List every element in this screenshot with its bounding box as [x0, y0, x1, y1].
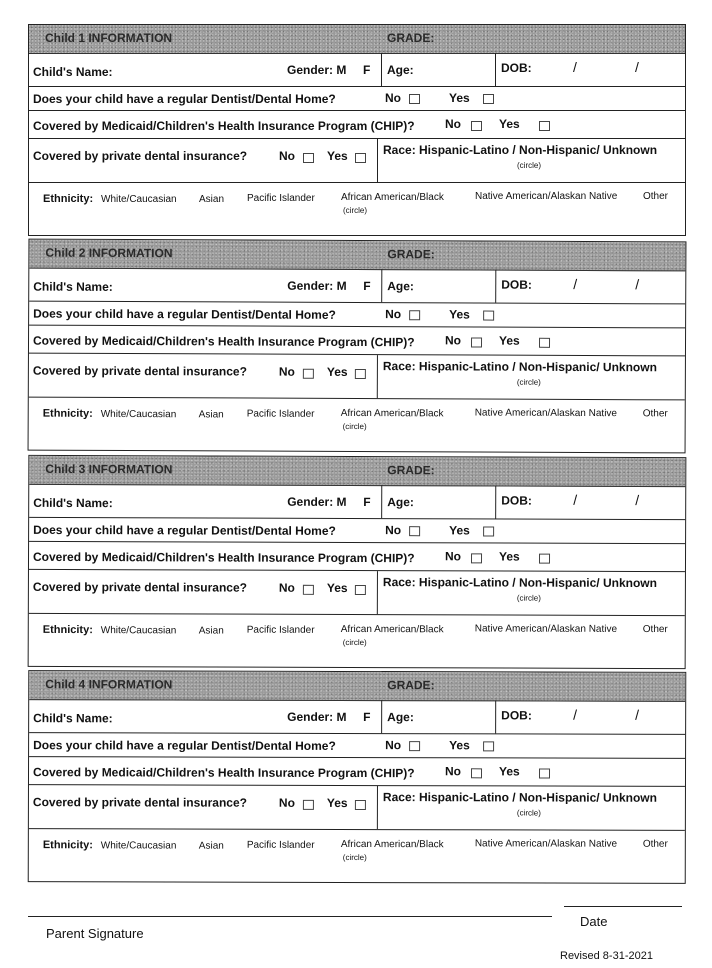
child-2-grade-label: GRADE:: [387, 247, 435, 262]
dentist-no-checkbox[interactable]: [409, 741, 420, 751]
private-no-checkbox[interactable]: [303, 800, 314, 810]
child-3-ethnicity-row: [29, 614, 685, 670]
ethnicity-circle-note: (circle): [342, 421, 367, 432]
divider: [381, 53, 382, 86]
no-label: No: [278, 580, 295, 595]
dentist-no-checkbox[interactable]: [409, 94, 420, 104]
private-yes-checkbox[interactable]: [355, 369, 366, 379]
child-2-private-row: [29, 354, 685, 401]
ethnicity-white: White/Caucasian: [101, 194, 177, 205]
ethnicity-asian: Asian: [198, 409, 224, 421]
age-label: Age:: [387, 63, 414, 77]
race-label: Race: Hispanic-Latino / Non-Hispanic/ Unknown: [382, 359, 657, 375]
no-label: No: [385, 738, 402, 753]
child-3-private-row: [29, 570, 685, 616]
medicaid-no-checkbox[interactable]: [471, 337, 482, 347]
ethnicity-white: White/Caucasian: [100, 408, 177, 421]
child-1-ethnicity-row: [29, 183, 685, 237]
child-4-dentist-row: [29, 733, 685, 759]
private-no-checkbox[interactable]: [303, 585, 314, 595]
divider: [495, 53, 496, 86]
no-label: No: [385, 523, 402, 538]
yes-label: Yes: [327, 149, 348, 163]
ethnicity-pacific: Pacific Islander: [246, 624, 315, 636]
age-label: Age:: [387, 495, 414, 510]
child-1-grade-label: GRADE:: [387, 31, 435, 45]
ethnicity-pacific: Pacific Islander: [246, 408, 315, 420]
no-label: No: [444, 764, 462, 779]
child-4-name-row: [29, 699, 685, 735]
medicaid-question: Covered by Medicaid/Children's Health Insurance Program (CHIP)?: [32, 549, 415, 566]
child-4-ethnicity-row: [29, 829, 685, 885]
child-2-title: Child 2 INFORMATION: [45, 245, 173, 261]
dob-label: DOB:: [501, 493, 532, 508]
race-circle-note: (circle): [517, 161, 541, 170]
ethnicity-native: Native American/Alaskan Native: [474, 407, 618, 420]
dentist-question: Does your child have a regular Dentist/Dental Home?: [33, 92, 336, 106]
medicaid-no-checkbox[interactable]: [471, 768, 482, 778]
dentist-yes-checkbox[interactable]: [483, 94, 494, 104]
ethnicity-native: Native American/Alaskan Native: [475, 191, 618, 202]
private-question: Covered by private dental insurance?: [32, 579, 248, 595]
child-3-name-row: [29, 484, 685, 520]
private-no-checkbox[interactable]: [303, 369, 314, 379]
child-4-medicaid-row: [29, 757, 685, 787]
ethnicity-other: Other: [643, 191, 669, 202]
ethnicity-native: Native American/Alaskan Native: [474, 623, 618, 635]
yes-label: Yes: [449, 738, 470, 753]
dob-slash: /: [635, 706, 640, 723]
dob-slash: /: [573, 706, 578, 723]
child-2-header: [29, 240, 685, 272]
dob-slash: /: [573, 275, 578, 292]
child-3-header: [29, 456, 685, 487]
dentist-no-checkbox[interactable]: [409, 526, 420, 536]
dob-slash: /: [635, 491, 640, 508]
divider: [381, 485, 382, 518]
divider: [381, 700, 382, 733]
ethnicity-circle-note: (circle): [342, 852, 367, 863]
ethnicity-african: African American/Black: [340, 623, 444, 636]
child-4-header: [29, 671, 685, 702]
no-label: No: [444, 333, 462, 348]
child-1-section: [28, 24, 686, 236]
gender-f-option[interactable]: F: [363, 279, 371, 294]
divider: [495, 700, 496, 733]
medicaid-no-checkbox[interactable]: [471, 121, 482, 131]
gender-f-option[interactable]: F: [363, 63, 371, 77]
dentist-question: Does your child have a regular Dentist/Dental Home?: [33, 522, 336, 538]
ethnicity-pacific: Pacific Islander: [246, 839, 315, 851]
child-1-name-row: [29, 53, 685, 87]
gender-f-option[interactable]: F: [363, 710, 371, 725]
child-name-label: Child's Name:: [33, 711, 113, 726]
gender-label: Gender: M: [287, 63, 347, 77]
no-label: No: [444, 549, 462, 564]
ethnicity-white: White/Caucasian: [100, 625, 177, 637]
yes-label: Yes: [498, 333, 520, 348]
race-circle-note: (circle): [516, 377, 541, 387]
parent-signature-label: Parent Signature: [46, 926, 144, 941]
divider: [495, 270, 496, 303]
divider: [377, 786, 378, 829]
medicaid-yes-checkbox[interactable]: [539, 121, 550, 131]
dob-slash: /: [573, 59, 577, 75]
private-yes-checkbox[interactable]: [355, 153, 366, 163]
revised-note: Revised 8-31-2021: [560, 950, 653, 962]
medicaid-yes-checkbox[interactable]: [539, 338, 550, 348]
medicaid-no-checkbox[interactable]: [471, 553, 482, 563]
ethnicity-african: African American/Black: [340, 407, 444, 420]
gender-label: Gender: M: [287, 278, 347, 293]
medicaid-yes-checkbox[interactable]: [539, 554, 550, 564]
divider: [381, 269, 382, 302]
private-question: Covered by private dental insurance?: [33, 149, 248, 163]
child-name-label: Child's Name:: [33, 495, 113, 511]
dob-label: DOB:: [501, 708, 532, 723]
child-3-grade-label: GRADE:: [387, 463, 435, 478]
dentist-yes-checkbox[interactable]: [483, 741, 494, 751]
ethnicity-white: White/Caucasian: [100, 840, 177, 852]
dentist-question: Does your child have a regular Dentist/Dental Home?: [33, 306, 336, 322]
child-1-header: [29, 25, 685, 54]
private-question: Covered by private dental insurance?: [32, 795, 248, 810]
yes-label: Yes: [449, 91, 470, 105]
no-label: No: [279, 149, 295, 163]
dentist-yes-checkbox[interactable]: [483, 526, 494, 536]
yes-label: Yes: [498, 549, 520, 564]
dentist-question: Does your child have a regular Dentist/Dental Home?: [33, 738, 336, 753]
yes-label: Yes: [326, 795, 348, 810]
yes-label: Yes: [449, 523, 470, 538]
private-yes-checkbox[interactable]: [355, 585, 366, 595]
no-label: No: [445, 117, 461, 131]
yes-label: Yes: [499, 117, 520, 131]
date-label: Date: [580, 914, 608, 929]
child-1-medicaid-row: [29, 111, 685, 139]
medicaid-question: Covered by Medicaid/Children's Health Insurance Program (CHIP)?: [33, 119, 415, 133]
medicaid-question: Covered by Medicaid/Children's Health Insurance Program (CHIP)?: [32, 765, 415, 781]
child-1-title: Child 1 INFORMATION: [45, 31, 173, 45]
child-name-label: Child's Name:: [33, 279, 113, 294]
no-label: No: [278, 795, 295, 810]
dob-slash: /: [635, 276, 640, 293]
gender-label: Gender: M: [287, 494, 347, 509]
ethnicity-african: African American/Black: [341, 192, 444, 203]
child-4-private-row: [29, 785, 685, 831]
private-yes-checkbox[interactable]: [355, 800, 366, 810]
child-4-section: [28, 670, 687, 884]
private-question: Covered by private dental insurance?: [32, 363, 247, 379]
ethnicity-label: Ethnicity:: [43, 193, 94, 205]
gender-label: Gender: M: [287, 709, 347, 724]
ethnicity-asian: Asian: [198, 840, 224, 852]
ethnicity-label: Ethnicity:: [42, 623, 93, 637]
yes-label: Yes: [326, 580, 348, 595]
dentist-no-checkbox[interactable]: [409, 310, 420, 320]
dob-label: DOB:: [501, 61, 532, 75]
no-label: No: [385, 307, 402, 322]
parent-signature-line[interactable]: [28, 916, 552, 917]
child-3-title: Child 3 INFORMATION: [45, 461, 173, 477]
ethnicity-label: Ethnicity:: [42, 839, 93, 852]
dob-slash: /: [635, 59, 639, 75]
child-4-grade-label: GRADE:: [387, 678, 435, 693]
ethnicity-circle-note: (circle): [343, 206, 367, 215]
divider: [495, 485, 496, 518]
ethnicity-label: Ethnicity:: [42, 407, 93, 420]
child-1-private-row: [29, 139, 685, 183]
child-3-section: [28, 455, 687, 669]
yes-label: Yes: [498, 764, 520, 779]
no-label: No: [385, 91, 401, 105]
age-label: Age:: [387, 710, 414, 725]
child-3-dentist-row: [29, 518, 685, 544]
ethnicity-asian: Asian: [198, 625, 224, 637]
child-2-medicaid-row: [29, 326, 685, 357]
age-label: Age:: [387, 279, 414, 294]
race-label: Race: Hispanic-Latino / Non-Hispanic/ Unknown: [383, 143, 658, 157]
dob-label: DOB:: [501, 277, 532, 292]
ethnicity-other: Other: [642, 838, 668, 850]
divider: [377, 571, 378, 614]
child-2-name-row: [29, 268, 685, 305]
private-no-checkbox[interactable]: [303, 153, 314, 163]
child-name-label: Child's Name:: [33, 65, 113, 79]
child-1-dentist-row: [29, 87, 685, 111]
child-4-title: Child 4 INFORMATION: [45, 677, 173, 692]
medicaid-question: Covered by Medicaid/Children's Health Insurance Program (CHIP)?: [32, 333, 415, 350]
dentist-yes-checkbox[interactable]: [483, 311, 494, 321]
gender-f-option[interactable]: F: [363, 495, 371, 510]
ethnicity-asian: Asian: [199, 194, 225, 205]
race-label: Race: Hispanic-Latino / Non-Hispanic/ Unknown: [382, 575, 657, 591]
child-2-section: [28, 239, 687, 454]
race-circle-note: (circle): [516, 593, 541, 603]
divider: [377, 139, 378, 182]
child-3-medicaid-row: [29, 542, 685, 572]
race-circle-note: (circle): [516, 808, 541, 818]
ethnicity-other: Other: [642, 623, 668, 636]
yes-label: Yes: [326, 364, 348, 379]
no-label: No: [278, 364, 295, 379]
ethnicity-african: African American/Black: [340, 838, 444, 851]
ethnicity-circle-note: (circle): [342, 637, 367, 648]
ethnicity-native: Native American/Alaskan Native: [474, 838, 618, 850]
ethnicity-other: Other: [642, 408, 668, 420]
child-2-dentist-row: [29, 302, 685, 329]
divider: [377, 355, 378, 398]
child-2-ethnicity-row: [29, 398, 685, 455]
race-label: Race: Hispanic-Latino / Non-Hispanic/ Unknown: [382, 790, 657, 805]
date-line[interactable]: [564, 906, 682, 907]
medicaid-yes-checkbox[interactable]: [539, 768, 550, 778]
dob-slash: /: [573, 491, 578, 508]
ethnicity-pacific: Pacific Islander: [247, 193, 315, 204]
yes-label: Yes: [449, 307, 470, 322]
